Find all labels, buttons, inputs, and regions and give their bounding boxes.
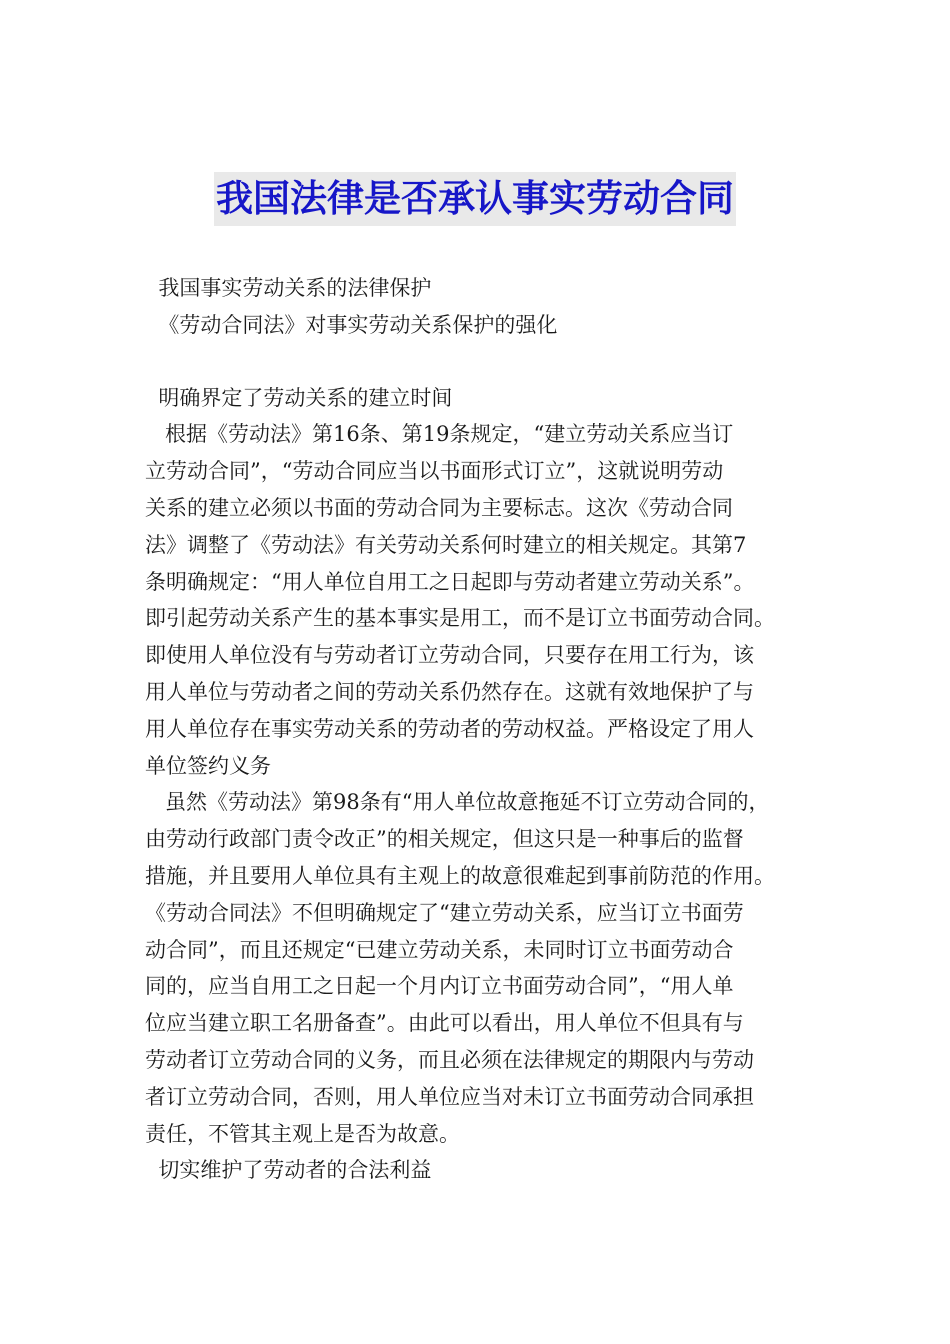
- text-line: 责任，不管其主观上是否为故意。: [145, 1121, 460, 1146]
- text-line: 由劳动行政部门责令改正”的相关规定，但这只是一种事后的监督: [145, 827, 744, 852]
- text-line: 根据《劳动法》第16条、第19条规定，“建立劳动关系应当订: [145, 422, 734, 447]
- text-line: 动合同”，而且还规定“已建立劳动关系，未同时订立书面劳动合: [145, 937, 734, 962]
- document-title: 我国法律是否承认事实劳动合同: [214, 172, 736, 226]
- text-line: 即使用人单位没有与劳动者订立劳动合同，只要存在用工行为，该: [145, 643, 754, 668]
- text-line: 《劳动合同法》不但明确规定了“建立劳动关系，应当订立书面劳: [145, 900, 744, 925]
- text-line: 用人单位与劳动者之间的劳动关系仍然存在。这就有效地保护了与: [145, 679, 754, 704]
- title-wrap: [0, 172, 950, 226]
- text-line: 关系的建立必须以书面的劳动合同为主要标志。这次《劳动合同: [145, 495, 733, 520]
- text-line: 虽然《劳动法》第98条有“用人单位故意拖延不订立劳动合同的，: [145, 790, 770, 815]
- text-line: 切实维护了劳动者的合法利益: [145, 1158, 432, 1183]
- text-line: 用人单位存在事实劳动关系的劳动者的劳动权益。严格设定了用人: [145, 716, 754, 741]
- text-line: 明确界定了劳动关系的建立时间: [145, 385, 453, 410]
- text-line: 者订立劳动合同，否则，用人单位应当对未订立书面劳动合同承担: [145, 1084, 754, 1109]
- text-line: 条明确规定：“用人单位自用工之日起即与劳动者建立劳动关系”。: [145, 569, 755, 594]
- text-line: 劳动者订立劳动合同的义务，而且必须在法律规定的期限内与劳动: [145, 1047, 754, 1072]
- text-line: 位应当建立职工名册备查”。由此可以看出，用人单位不但具有与: [145, 1011, 744, 1036]
- text-line: 立劳动合同”，“劳动合同应当以书面形式订立”，这就说明劳动: [145, 459, 724, 484]
- text-line: 措施，并且要用人单位具有主观上的故意很难起到事前防范的作用。: [145, 863, 775, 888]
- text-line: 《劳动合同法》对事实劳动关系保护的强化: [145, 312, 558, 337]
- text-line: 同的，应当自用工之日起一个月内订立书面劳动合同”，“用人单: [145, 974, 734, 999]
- blank-line: [145, 344, 815, 380]
- text-line: 即引起劳动关系产生的基本事实是用工，而不是订立书面劳动合同。: [145, 606, 775, 631]
- document-body: [145, 270, 815, 1189]
- text-line: 法》调整了《劳动法》有关劳动关系何时建立的相关规定。其第7: [145, 532, 747, 557]
- text-line: 我国事实劳动关系的法律保护: [145, 276, 432, 300]
- text-line: 单位签约义务: [145, 753, 271, 778]
